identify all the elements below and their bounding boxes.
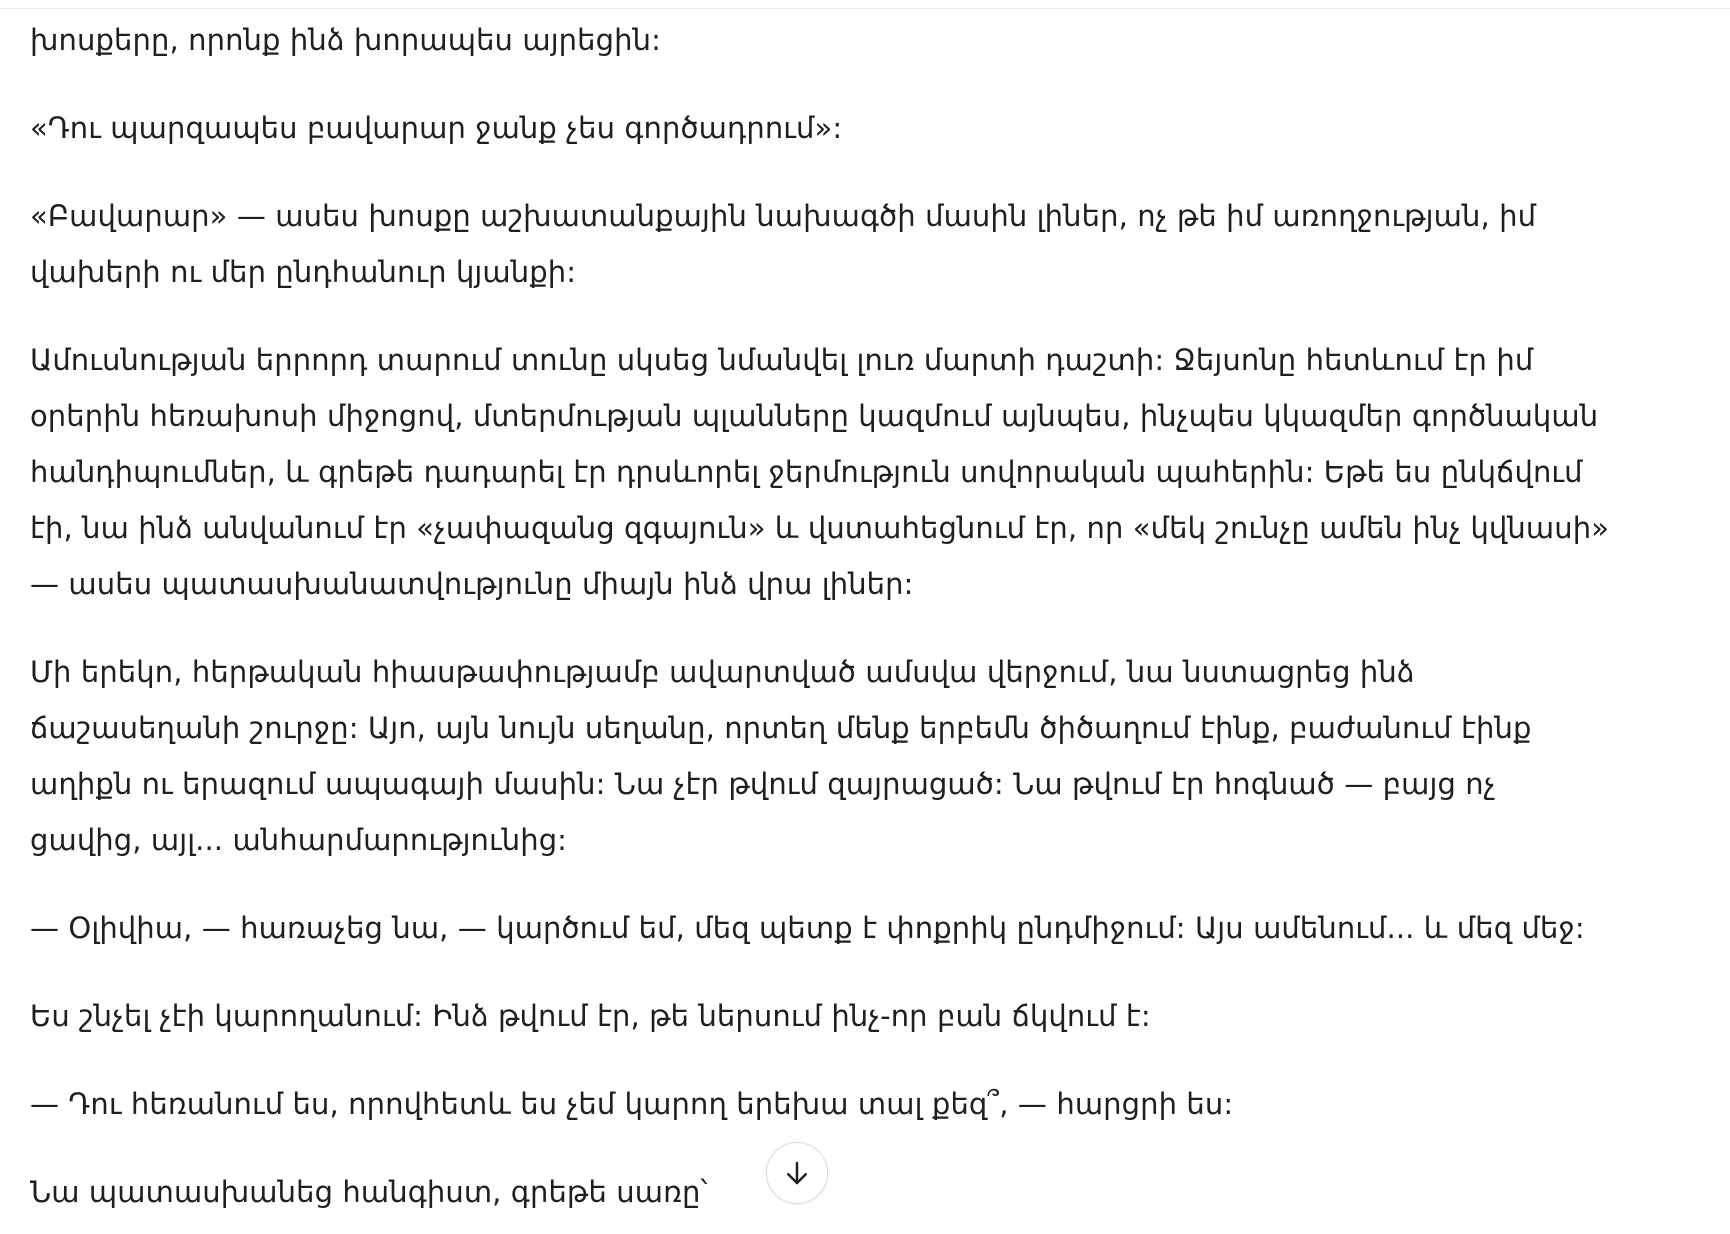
- message-paragraph: Ես շնչել չէի կարողանում: Ինձ թվում էր, թե ներսում ինչ-որ բան ճկվում է:: [30, 999, 1151, 1033]
- message-paragraph: «Բավարար» — ասես խոսքը աշխատանքային նախագծի մասին լիներ, ոչ թե իմ առողջության, իմ վախերի ու մեր ընդհանուր կյանքի:: [30, 199, 1537, 289]
- message-paragraph: — Դու հեռանում ես, որովհետև ես չեմ կարող երեխա տալ քեզ՞, — հարցրի ես:: [30, 1087, 1234, 1121]
- message-paragraph: — Օլիվիա, — հառաչեց նա, — կարծում եմ, մեզ պետք է փոքրիկ ընդմիջում: Այս ամենում... և մեզ մեջ:: [30, 911, 1585, 945]
- message-paragraph: «Դու պարզապես բավարար ջանք չես գործադրում»:: [30, 111, 843, 145]
- message-paragraph: խոսքերը, որոնք ինձ խորապես այրեցին:: [30, 23, 661, 57]
- arrow-down-icon: [782, 1158, 812, 1188]
- message-paragraph: Ամուսնության երրորդ տարում տունը սկսեց նմանվել լուռ մարտի դաշտի: Ջեյսոնը հետևում էր իմ օրերին հեռախոսի միջոցով, մտերմության պլանները կազմում այնպես, ինչպես կկազմեր գործնական հանդիպումներ, և գրեթե դադարել էր դրսևորել ջերմություն սովորական պահերին: Եթե ես ընկճվում էի, նա ինձ անվանում էր «չափազանց զգայուն» և վստահեցնում էր, որ «մեկ շունչը ամեն ինչ կվնասի» — ասես պատասխանատվությունը միայն ինձ վրա լիներ:: [30, 343, 1610, 601]
- message-paragraph: Մի երեկո, հերթական հիասթափությամբ ավարտված ամսվա վերջում, նա նստացրեց ինձ ճաշասեղանի շուրջը: Այո, այն նույն սեղանը, որտեղ մենք երբեմն ծիծաղում էինք, բաժանում էինք աղիքն ու երազում ապագայի մասին: Նա չէր թվում զայրացած: Նա թվում էր հոգնած — բայց ոչ ցավից, այլ... անհարմարությունից:: [30, 655, 1532, 857]
- top-divider: [0, 8, 1730, 9]
- message-paragraph: Նա պատասխանեց հանգիստ, գրեթե սառը՝: [30, 1175, 708, 1209]
- message-content: [30, 12, 1610, 1234]
- scroll-to-bottom-button[interactable]: [766, 1142, 828, 1204]
